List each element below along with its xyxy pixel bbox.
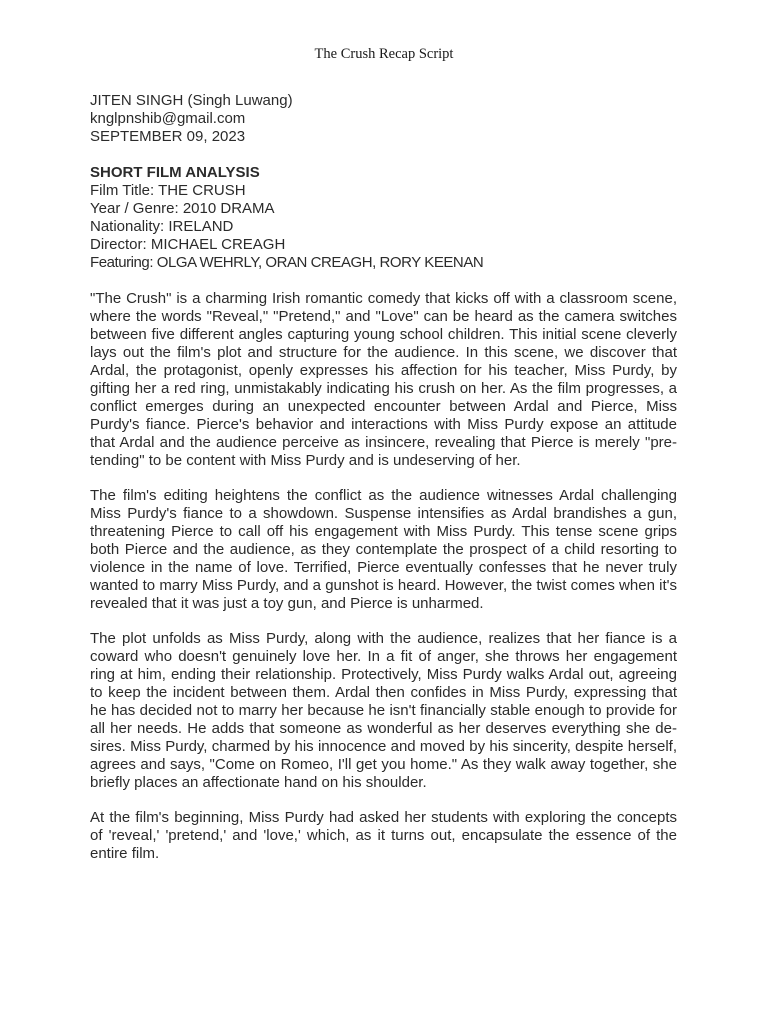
nationality-line: Nationality: IRELAND (90, 218, 234, 235)
document-body (90, 92, 677, 863)
author-email: knglpnshib@gmail.com (90, 110, 246, 127)
film-title-line: Film Title: THE CRUSH (90, 182, 246, 199)
document-date: SEPTEMBER 09, 2023 (90, 128, 246, 145)
analysis-heading: SHORT FILM ANALYSIS (90, 164, 260, 181)
paragraph-gap (90, 470, 677, 487)
paragraph-plot: The plot unfolds as Miss Purdy, along with the audience, realizes that her fiance is a coward who doesn't genuinely love her. In a fit of anger, she throws her engagement ring at him, ending their relationship. Protectively, Miss Purdy walks Ardal out, agreeing to keep the incident between them. Ardal then confides in Miss Purdy, expressing that he has decided not to marry her because he isn't financially stable enough to provide for all her needs. He adds that someone as wonderful as her deserves everything she desires. Miss Purdy, charmed by his innocence and moved by his sincerity, despite herself, agrees and says, "Come on Romeo, I'll get you home." As they walk away together, she briefly places an affectionate hand on his shoulder. (90, 630, 677, 791)
page-header-title: The Crush Recap Script (314, 46, 454, 62)
section-gap (90, 146, 677, 164)
paragraph-gap (90, 613, 677, 630)
paragraph-intro: "The Crush" is a charming Irish romantic comedy that kicks off with a classroom scene, where the words "Reveal," "Pretend," and "Love" can be heard as the camera switches between five different angles capturing young school children. This initial scene cleverly lays out the film's plot and structure for the audience. In this scene, we discover that Ardal, the protagonist, openly expresses his affection for his teacher, Miss Purdy, by gifting her a red ring, unmistakably indicating his crush on her. As the film progresses, a conflict emerges during an unexpected encounter between Ardal and Pierce, Miss Purdy's fiance. Pierce's behavior and interactions with Miss Purdy expose an attitude that Ardal and the audience perceive as insincere, revealing that Pierce is merely "pretending" to be content with Miss Purdy and is undeserving of her. (90, 290, 677, 469)
director-line: Director: MICHAEL CREAGH (90, 236, 286, 253)
section-gap (90, 272, 677, 290)
paragraph-conclusion: At the film's beginning, Miss Purdy had asked her students with exploring the concepts of 'reveal,' 'pretend,' and 'love,' which, as it turns out, encapsulate the essence of the entire film. (90, 809, 677, 862)
author-name: JITEN SINGH (Singh Luwang) (90, 92, 293, 109)
year-genre-line: Year / Genre: 2010 DRAMA (90, 200, 275, 217)
paragraph-editing: The film's editing heightens the conflict as the audience witnesses Ardal challenging Miss Purdy's fiance to a showdown. Suspense intensifies as Ardal brandishes a gun, threatening Pierce to call off his engagement with Miss Purdy. This tense scene grips both Pierce and the audience, as they contemplate the prospect of a child resorting to violence in the name of love. Terrified, Pierce eventually confesses that he never truly wanted to marry Miss Purdy, and a gunshot is heard. However, the twist comes when it's revealed that it was just a toy gun, and Pierce is unharmed. (90, 487, 677, 612)
featuring-line: Featuring: OLGA WEHRLY, ORAN CREAGH, RORY KEENAN (90, 254, 484, 271)
paragraph-gap (90, 792, 677, 809)
